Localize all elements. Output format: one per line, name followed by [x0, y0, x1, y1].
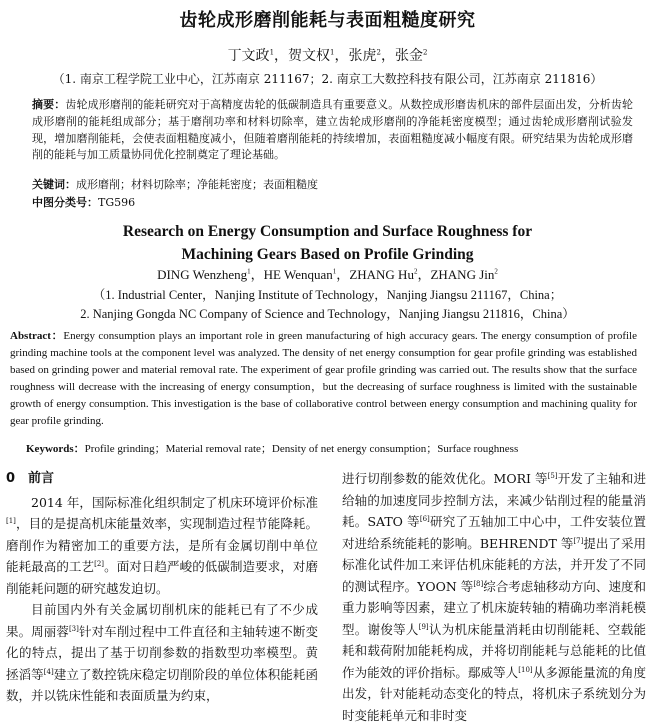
paragraph-text: 。面对日趋严峻的低碳制造要求，对磨削能耗问题的研究越发迫切。	[6, 559, 318, 596]
author-affiliation-mark: 2	[494, 267, 498, 276]
author-name: 贺文权	[288, 48, 331, 64]
citation-ref: [5]	[547, 471, 558, 480]
author-name: HE Wenquan	[263, 267, 333, 282]
citation-ref: [9]	[418, 622, 429, 631]
left-paragraphs	[6, 492, 318, 707]
english-title-line2: Machining Gears Based on Profile Grinding	[181, 246, 474, 263]
citation-ref: [3]	[68, 624, 79, 633]
english-title-line1: Research on Energy Consumption and Surface Roughness for	[122, 223, 533, 240]
paragraph-text: 目前国内外有关金属切削机床的能耗已有了不少成果。周丽蓉	[6, 602, 318, 639]
english-title	[0, 220, 655, 266]
paragraph-text: 提出了采用标准化试件加工来评估机床能耗的方法，并开发了不同的测试程序。YOON 等	[342, 535, 646, 594]
right-paragraph	[342, 468, 646, 726]
english-keywords-text: Profile grinding；Material removal rate；Density of net energy consumption；Surface roughness	[84, 443, 519, 455]
citation-ref: [4]	[43, 667, 54, 676]
author-name: ZHANG Hu	[349, 267, 414, 282]
author-name: ZHANG Jin	[430, 267, 495, 282]
author-separator: ，	[334, 48, 349, 64]
chinese-authors	[0, 45, 655, 65]
citation-ref: [10]	[518, 665, 533, 674]
english-authors	[0, 264, 655, 283]
english-abstract-label: Abstract：	[10, 330, 64, 342]
author-affiliation-mark: 1	[247, 267, 251, 276]
chinese-affiliations: （1. 南京工程学院工业中心，江苏南京 211167；2. 南京工大数控科技有限公司，江苏南京 211816）	[52, 72, 603, 86]
chinese-keywords-label: 关键词：	[32, 178, 76, 191]
body-paragraph	[6, 492, 318, 600]
body-paragraph	[6, 599, 318, 707]
english-abstract	[10, 328, 637, 429]
body-column-left	[6, 468, 318, 707]
paragraph-text: 研究了五轴加工中心中，工件安装位置对进给系统能耗的影响。BEHRENDT 等	[342, 514, 646, 551]
author-separator: ，	[274, 48, 289, 64]
author-name: 张虎	[348, 48, 377, 64]
chinese-abstract-text: 齿轮成形磨削的能耗研究对于高精度齿轮的低碳制造具有重要意义。从数控成形磨齿机床的部件层面出发，分析齿轮成形磨削的能耗组成部分；基于磨削功率和材料切除率，建立齿轮成形磨削的净能耗密度模型；通过齿轮成形磨削试验发现，增加磨削能耗，会使表面粗糙度减小，但随着磨削能耗的持续增加，表面粗糙度减小幅度有限。研究结果为齿轮成形磨削的能耗与加工质量协同优化控制奠定了理论基础。	[32, 98, 634, 162]
classification-label: 中图分类号：	[32, 196, 98, 209]
english-affiliation-line2: 2. Nanjing Gongda NC Company of Science and Technology，Nanjing Jiangsu 211816，China）	[80, 307, 575, 321]
body-column-right	[342, 468, 646, 726]
section-heading-introduction: 0 前言	[6, 471, 55, 486]
english-affiliations	[0, 286, 655, 324]
author-affiliation-mark: 2	[376, 48, 381, 57]
paragraph-text: 2014 年，国际标准化组织制定了机床环境评价标准	[31, 494, 318, 510]
author-name: DING Wenzheng	[157, 267, 248, 282]
chinese-keywords	[32, 176, 633, 192]
citation-ref: [7]	[573, 536, 584, 545]
author-affiliation-mark: 1	[330, 48, 335, 57]
author-affiliation-mark: 2	[422, 48, 428, 57]
classification-text: TG596	[98, 196, 136, 209]
author-separator: ，	[250, 267, 264, 282]
author-name: 张金	[394, 48, 423, 64]
paragraph-text: 针对车削过程中工件直径和主轴转速不断变化的特点，提出了基于切削参数的指数型功率模型。黄拯滔等	[6, 623, 318, 682]
paragraph-text: 进行切削参数的能效优化。MORI 等	[342, 471, 548, 486]
paragraph-text: 开发了主轴和进给轴的加速度同步控制方法，来减少钻削过程的能量消耗。SATO 等	[342, 471, 646, 529]
author-affiliation-mark: 1	[269, 48, 275, 57]
citation-ref: [6]	[419, 514, 430, 523]
citation-ref: [8]	[473, 579, 484, 588]
author-affiliation-mark: 1	[332, 267, 337, 276]
citation-ref: [2]	[94, 559, 105, 568]
author-separator: ，	[380, 48, 395, 64]
english-affiliation-line1: （1. Industrial Center，Nanjing Institute of Technology，Nanjing Jiangsu 211167，China；	[92, 288, 563, 302]
citation-ref: [1]	[6, 516, 16, 525]
author-affiliation-mark: 2	[413, 267, 418, 276]
paragraph-text: 综合考虑轴移动方向、速度和重力影响等因素，建立了机床旋转轴的精确功率消耗模型。谢俊等人	[342, 578, 646, 637]
author-separator: ，	[417, 267, 431, 282]
author-name: 丁文政	[227, 48, 270, 64]
english-keywords	[26, 440, 637, 456]
english-keywords-label: Keywords：	[26, 443, 85, 455]
chinese-abstract-label: 摘要：	[32, 98, 66, 111]
paragraph-text: 认为机床能量消耗由切削能耗、空载能耗和载荷附加能耗构成，并将切削能耗与总能耗的比值作为能效的评价指标。鄢威等人	[342, 621, 646, 680]
chinese-abstract	[32, 97, 633, 164]
paragraph-text: 建立了数控铣床稳定切削阶段的单位体积能耗函数，并以铣床性能和表面质量为约束，	[6, 666, 318, 703]
chinese-keywords-text: 成形磨削；材料切除率；净能耗密度；表面粗糙度	[76, 178, 318, 191]
classification-number	[32, 194, 633, 210]
paragraph-text: 从多源能量流的角度出发，针对能耗动态变化的特点，将机床子系统划分为时变能耗单元和非时变	[342, 664, 646, 723]
english-abstract-text: Energy consumption plays an important role in green manufacturing of high accuracy gears. The energy consumption of profile grinding machine tools at the component level was analyzed. The density of net energy consumption for gear profile grinding was established based on grinding power and material removal rate. The experiment of gear profile grinding was carried out. The results show that the surface roughness will decrease with the increasing of energy consumption，but the decreasing of surface roughness is limited with the sustainable growth of energy consumption. This investigation is the base of collaborative control between energy consumption and machining quality for gear profile grinding.	[10, 330, 637, 427]
paragraph-text: ，目的是提高机床能量效率，实现制造过程节能降耗。磨削作为精密加工的重要方法，是所有金属切削中单位能耗最高的工艺	[6, 516, 318, 574]
chinese-title: 齿轮成形磨削能耗与表面粗糙度研究	[179, 10, 476, 31]
author-separator: ，	[336, 267, 350, 282]
